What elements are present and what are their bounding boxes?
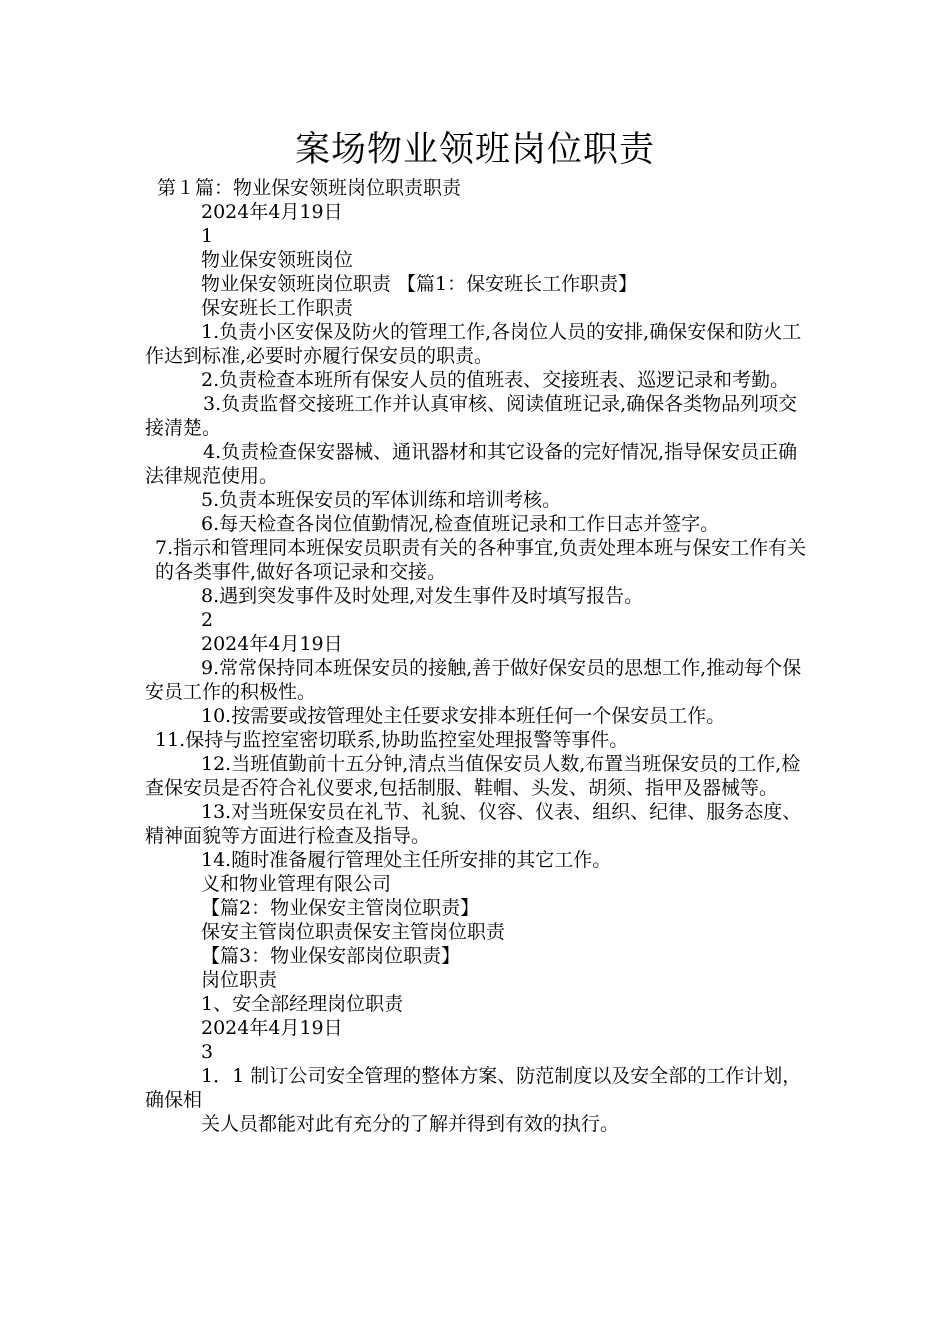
duty-item: 6.每天检查各岗位值勤情况,检查值班记录和工作日志并签字。 [201,513,720,535]
page-number: 1 [201,225,214,247]
duty-item: 8.遇到突发事件及时处理,对发生事件及时填写报告。 [201,585,644,607]
duty-item: 13.对当班保安员在礼节、礼貌、仪容、仪表、组织、纪律、服务态度、精神面貌等方面进行检查及指导。 [145,801,802,847]
subheading: 岗位职责 [201,969,278,991]
duty-item: 4.负责检查保安器械、通讯器材和其它设备的完好情况,指导保安员正确法律规范使用。 [145,441,798,487]
duty-item: 1.负责小区安保及防火的管理工作,各岗位人员的安排,确保安保和防火工作达到标准,必要时亦履行保安员的职责。 [145,321,802,367]
duty-item: 5.负责本班保安员的军体训练和培训考核。 [201,489,562,511]
text-line: 物业保安领班岗位职责 【篇1：保安班长工作职责】 [201,273,638,295]
text-line: 物业保安领班岗位 [201,249,354,271]
section-heading: 【篇3：物业保安部岗位职责】 [201,945,461,967]
duty-item: 7.指示和管理同本班保安员职责有关的各种事宜,负责处理本班与保安工作有关的各类事件,做好各项记录和交接。 [155,537,807,583]
date-line: 2024年4月19日 [201,201,343,223]
date-line: 2024年4月19日 [201,633,343,655]
duty-item: 1．1 制订公司安全管理的整体方案、防范制度以及安全部的工作计划，确保相 [145,1065,802,1111]
duty-item: 12.当班值勤前十五分钟,清点当值保安员人数,布置当班保安员的工作,检查保安员是否符合礼仪要求,包括制服、鞋帽、头发、胡须、指甲及器械等。 [145,753,801,799]
date-line: 2024年4月19日 [201,1017,343,1039]
duty-item: 11.保持与监控室密切联系,协助监控室处理报警等事件。 [155,729,629,751]
subheading: 1、安全部经理岗位职责 [201,993,404,1015]
section-heading: 第１篇：物业保安领班岗位职责职责 [157,177,462,199]
page-number: 2 [201,609,214,631]
document-title: 案场物业领班岗位职责 [294,130,655,170]
section-heading: 【篇2：物业保安主管岗位职责】 [201,897,480,919]
document-body [145,176,810,1136]
duty-item: 14.随时准备履行管理处主任所安排的其它工作。 [201,849,612,871]
duty-item: 2.负责检查本班所有保安人员的值班表、交接班表、巡逻记录和考勤。 [201,369,790,391]
duty-item: 10.按需要或按管理处主任要求安排本班任何一个保安员工作。 [201,705,726,727]
text-line: 关人员都能对此有充分的了解并得到有效的执行。 [201,1113,620,1135]
duty-item: 9.常常保持同本班保安员的接触,善于做好保安员的思想工作,推动每个保安员工作的积极性。 [145,657,802,703]
subheading: 保安班长工作职责 [201,297,354,319]
company-name: 义和物业管理有限公司 [201,873,392,895]
text-line: 保安主管岗位职责保安主管岗位职责 [201,921,506,943]
page-number: 3 [201,1041,214,1063]
duty-item: 3.负责监督交接班工作并认真审核、阅读值班记录,确保各类物品列项交接清楚。 [145,393,798,439]
